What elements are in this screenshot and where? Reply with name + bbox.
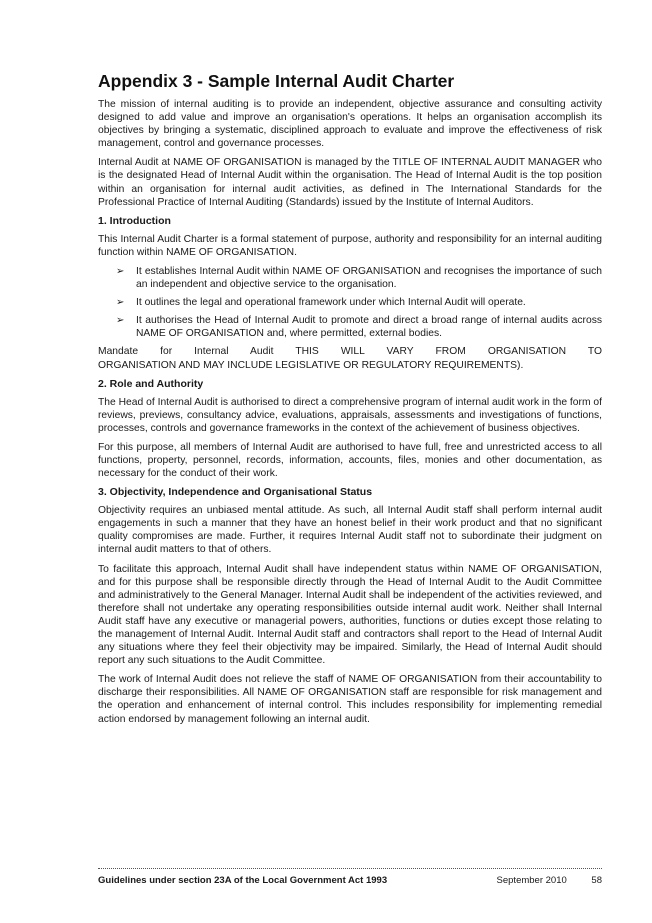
arrow-bullet-icon: ➢ <box>116 265 125 277</box>
introduction-bullet-list <box>98 265 602 340</box>
page-footer <box>98 868 602 886</box>
arrow-bullet-icon: ➢ <box>116 315 125 327</box>
role-paragraph-2: For this purpose, all members of Internal Audit are authorised to have full, free and unrestricted access to all functions, property, personnel, records, information, accounts, files, monies and other documentation, as necessary for the conduct of their work. <box>98 441 602 480</box>
footer-right <box>475 875 602 886</box>
page-number: 58 <box>591 875 602 886</box>
list-item-text: It authorises the Head of Internal Audit to promote and direct a broad range of internal audits across NAME OF ORGANISATION and, where permitted, external bodies. <box>136 315 602 340</box>
list-item <box>116 265 602 291</box>
role-paragraph-1: The Head of Internal Audit is authorised to direct a comprehensive program of internal audit work in the form of reviews, previews, consultancy advice, evaluations, appraisals, assessments and investigations of functions, processes, controls and governance frameworks in the context of the achievement of business objectives. <box>98 396 602 434</box>
list-item <box>116 314 602 340</box>
list-item-text: It outlines the legal and operational framework under which Internal Audit will operate. <box>136 297 526 309</box>
objectivity-paragraph-3: The work of Internal Audit does not relieve the staff of NAME OF ORGANISATION from their accountability to discharge their responsibilities. All NAME OF ORGANISATION staff are responsible for risk management and the operation and enhancement of internal control. This includes responsibility for implementing remedial action endorsed by management following an internal audit. <box>98 674 602 725</box>
list-item <box>116 296 602 309</box>
intro-paragraph-1: The mission of internal auditing is to provide an independent, objective assurance and consulting activity designed to add value and improve an organisation's operations. It helps an organisation accomplish its objectives by bringing a systematic, disciplined approach to evaluate and improve the effectiveness of risk management, control and governance processes. <box>98 99 602 150</box>
page-content <box>98 70 602 732</box>
mandate-line-2: ORGANISATION AND MAY INCLUDE LEGISLATIVE OR REGULATORY REQUIREMENTS). <box>98 359 524 371</box>
section-heading-introduction: 1. Introduction <box>98 214 171 227</box>
list-item-text: It establishes Internal Audit within NAME OF ORGANISATION and recognises the importance of such an independent and objective service to the organisation. <box>136 265 602 291</box>
section-heading-objectivity: 3. Objectivity, Independence and Organisational Status <box>98 486 373 499</box>
page-title: Appendix 3 - Sample Internal Audit Charter <box>98 71 455 91</box>
objectivity-paragraph-1: Objectivity requires an unbiased mental attitude. As such, all Internal Audit staff shall perform internal audit engagements in such a manner that they have an honest belief in their work product and that no significant quality compromises are made. Further, it requires Internal Audit staff not to subordinate their judgment on internal audit matters to that of others. <box>98 505 602 556</box>
mandate-line-1: Mandate for Internal Audit THIS WILL VARY FROM ORGANISATION TO <box>98 346 602 358</box>
objectivity-paragraph-2: To facilitate this approach, Internal Audit shall have independent status within NAME OF ORGANISATION, and for this purpose shall be responsible directly through the Head of Internal Audit to the Audit Committee and administratively to the General Manager. Internal Audit shall be independent of the activities reviewed, and therefore shall not undertake any operating responsibilities outside internal audit work. Neither shall Internal Audit staff have any executive or managerial powers, authorities, functions or duties except those relating to the management of Internal Audit. Internal Audit staff and contractors shall report to the Head of Internal Audit any situations where they feel their objectivity may be impaired. Similarly, the Head of Internal Audit should report any such situations to the Audit Committee. <box>98 563 602 667</box>
arrow-bullet-icon: ➢ <box>116 297 125 309</box>
footer-document-title: Guidelines under section 23A of the Local Government Act 1993 <box>98 875 388 886</box>
section-heading-role-and-authority: 2. Role and Authority <box>98 377 204 390</box>
footer-date: September 2010 <box>496 875 567 886</box>
intro-paragraph-2: Internal Audit at NAME OF ORGANISATION is managed by the TITLE OF INTERNAL AUDIT MANAGER who is the designated Head of Internal Audit within the organisation. The Head of Internal Audit is the top position within an organisation for internal audit activities, as defined in The International Standards for the Professional Practice of Internal Auditing (Standards) issued by the Institute of Internal Auditors. <box>98 157 602 208</box>
introduction-paragraph: This Internal Audit Charter is a formal statement of purpose, authority and responsibility for an internal auditing function within NAME OF ORGANISATION. <box>98 233 602 258</box>
